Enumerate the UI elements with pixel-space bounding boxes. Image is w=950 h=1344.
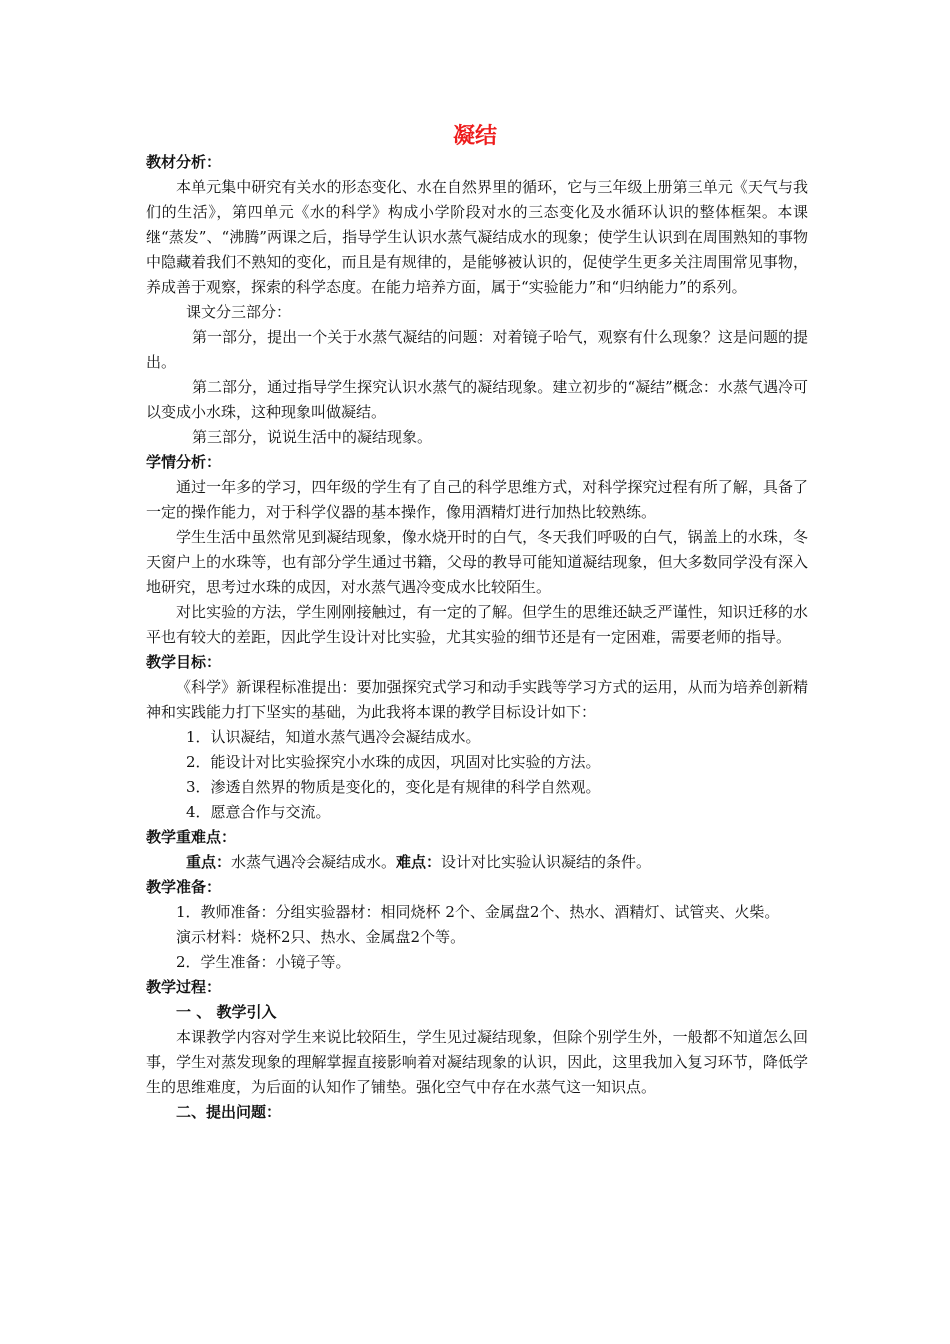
key-difficulty-line — [146, 850, 808, 875]
section-heading-student-analysis: 学情分析： — [146, 453, 222, 471]
section-heading-teaching-goals: 教学目标： — [146, 653, 222, 671]
list-item: 3．渗透自然界的物质是变化的，变化是有规律的科学自然观。 — [186, 778, 601, 796]
paragraph: 演示材料：烧杯2只、热水、金属盘2个等。 — [176, 928, 466, 946]
paragraph: 本课教学内容对学生来说比较陌生，学生见过凝结现象，但除个别学生外，一般都不知道怎么回事，学生对蒸发现象的理解掌握直接影响着对凝结现象的认识，因此，这里我加入复习环节，降低学生的思维难度，为后面的认知作了铺垫。强化空气中存在水蒸气这一知识点。 — [146, 1028, 808, 1096]
paragraph: 1．教师准备：分组实验器材：相同烧杯 2个、金属盘2个、热水、酒精灯、试管夹、火柴。 — [176, 903, 780, 921]
subheading-question: 二、提出问题： — [176, 1103, 282, 1121]
list-item: 1．认识凝结，知道水蒸气遇冷会凝结成水。 — [186, 728, 481, 746]
document-body — [146, 150, 808, 1125]
section-heading-material-analysis: 教材分析： — [146, 153, 222, 171]
paragraph: 第一部分，提出一个关于水蒸气凝结的问题：对着镜子哈气，观察有什么现象？这是问题的提出。 — [146, 328, 808, 371]
key-label: 重点： — [186, 853, 232, 871]
section-heading-key-points: 教学重难点： — [146, 828, 237, 846]
paragraph: 学生生活中虽然常见到凝结现象，像水烧开时的白气，冬天我们呼吸的白气，锅盖上的水珠，冬天窗户上的水珠等，也有部分学生通过书籍，父母的教导可能知道凝结现象，但大多数同学没有深入地研究，思考过水珠的成因，对水蒸气遇冷变成水比较陌生。 — [146, 528, 808, 596]
paragraph: 《科学》新课程标准提出：要加强探究式学习和动手实践等学习方式的运用，从而为培养创新精神和实践能力打下坚实的基础，为此我将本课的教学目标设计如下： — [146, 678, 808, 721]
list-item: 2．能设计对比实验探究小水珠的成因，巩固对比实验的方法。 — [186, 753, 601, 771]
subheading-introduction: 一 、 教学引入 — [176, 1003, 277, 1021]
section-heading-process: 教学过程： — [146, 978, 222, 996]
section-heading-preparation: 教学准备： — [146, 878, 222, 896]
paragraph: 第二部分，通过指导学生探究认识水蒸气的凝结现象。建立初步的“凝结”概念：水蒸气遇冷可以变成小水珠，这种现象叫做凝结。 — [146, 378, 808, 421]
document-title: 凝结 — [452, 124, 497, 149]
paragraph: 2．学生准备：小镜子等。 — [176, 953, 351, 971]
paragraph: 对比实验的方法，学生刚刚接触过，有一定的了解。但学生的思维还缺乏严谨性，知识迁移的水平也有较大的差距，因此学生设计对比实验，尤其实验的细节还是有一定困难，需要老师的指导。 — [146, 603, 808, 646]
paragraph: 通过一年多的学习，四年级的学生有了自己的科学思维方式，对科学探究过程有所了解，具备了一定的操作能力，对于科学仪器的基本操作，像用酒精灯进行加热比较熟练。 — [146, 478, 808, 521]
paragraph: 课文分三部分： — [186, 303, 292, 321]
key-text: 水蒸气遇冷会凝结成水。 — [231, 853, 397, 871]
difficulty-text: 设计对比实验认识凝结的条件。 — [441, 853, 652, 871]
difficulty-label: 难点： — [396, 853, 442, 871]
paragraph: 本单元集中研究有关水的形态变化、水在自然界里的循环，它与三年级上册第三单元《天气与我们的生活》，第四单元《水的科学》构成小学阶段对水的三态变化及水循环认识的整体框架。本课继“蒸发”、“沸腾”两课之后，指导学生认识水蒸气凝结成水的现象；使学生认识到在周围熟知的事物中隐藏着我们不熟知的变化，而且是有规律的，是能够被认识的，促使学生更多关注周围常见事物，养成善于观察，探索的科学态度。在能力培养方面，属于“实验能力”和“归纳能力”的系列。 — [146, 178, 808, 296]
paragraph: 第三部分，说说生活中的凝结现象。 — [192, 428, 433, 446]
list-item: 4．愿意合作与交流。 — [186, 803, 331, 821]
